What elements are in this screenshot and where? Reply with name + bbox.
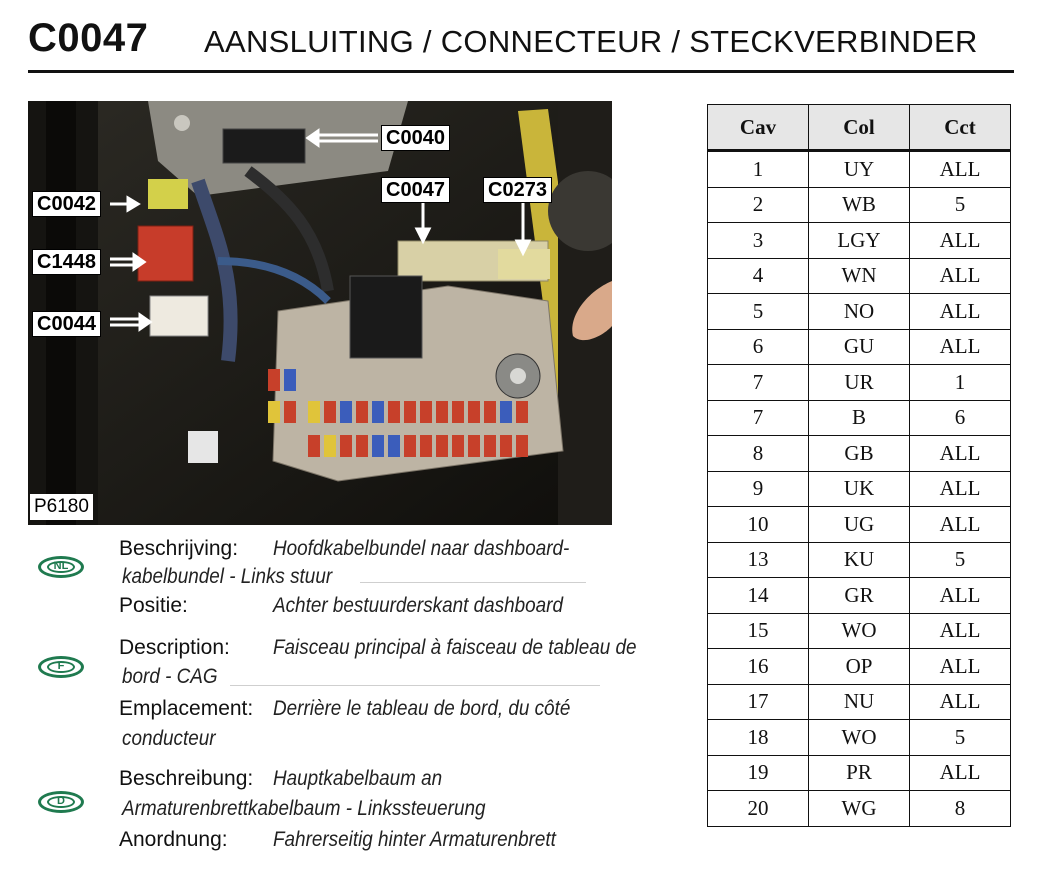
cell-col: GU xyxy=(809,329,910,365)
f-location-value-cont: conducteur xyxy=(122,727,216,750)
cell-col: WO xyxy=(809,613,910,649)
d-description-label: Beschreibung: xyxy=(119,767,254,790)
cell-cct: 6 xyxy=(910,400,1011,436)
table-row xyxy=(708,365,1011,401)
cell-cav: 20 xyxy=(708,791,809,827)
cell-cct: ALL xyxy=(910,223,1011,259)
table-row xyxy=(708,436,1011,472)
cell-cct: 1 xyxy=(910,365,1011,401)
cell-col: OP xyxy=(809,649,910,685)
nl-position-label: Positie: xyxy=(119,594,188,617)
table-row xyxy=(708,613,1011,649)
cell-cct: 5 xyxy=(910,542,1011,578)
nl-position-value: Achter bestuurderskant dashboard xyxy=(273,594,563,617)
connector-code: C0047 xyxy=(28,16,149,60)
table-row xyxy=(708,542,1011,578)
cell-cav: 18 xyxy=(708,720,809,756)
callout-c0273: C0273 xyxy=(483,177,552,203)
cell-cav: 7 xyxy=(708,400,809,436)
cell-col: UG xyxy=(809,507,910,543)
nl-description-value: Hoofdkabelbundel naar dashboard- xyxy=(273,537,570,560)
cell-cav: 15 xyxy=(708,613,809,649)
callout-c0044: C0044 xyxy=(32,311,101,337)
table-row xyxy=(708,151,1011,188)
cell-cav: 9 xyxy=(708,471,809,507)
cell-col: NO xyxy=(809,294,910,330)
cell-cav: 10 xyxy=(708,507,809,543)
cell-cct: ALL xyxy=(910,471,1011,507)
pinout-table xyxy=(707,104,1011,827)
table-row xyxy=(708,471,1011,507)
cell-cct: 5 xyxy=(910,187,1011,223)
cell-cav: 2 xyxy=(708,187,809,223)
table-row xyxy=(708,791,1011,827)
d-flag-icon: D xyxy=(38,791,84,813)
cell-cct: ALL xyxy=(910,329,1011,365)
d-location-value: Fahrerseitig hinter Armaturenbrett xyxy=(273,828,556,851)
f-description-value-cont: bord - CAG xyxy=(122,665,218,688)
table-row xyxy=(708,400,1011,436)
f-divider xyxy=(230,685,600,686)
cell-cav: 5 xyxy=(708,294,809,330)
column-header-col: Col xyxy=(809,105,910,151)
cell-cav: 17 xyxy=(708,684,809,720)
table-row xyxy=(708,329,1011,365)
nl-divider xyxy=(360,582,586,583)
table-row xyxy=(708,258,1011,294)
cell-cav: 8 xyxy=(708,436,809,472)
cell-col: GB xyxy=(809,436,910,472)
cell-col: WB xyxy=(809,187,910,223)
cell-col: PR xyxy=(809,755,910,791)
cell-cav: 4 xyxy=(708,258,809,294)
callout-c0042: C0042 xyxy=(32,191,101,217)
cell-col: UK xyxy=(809,471,910,507)
cell-col: B xyxy=(809,400,910,436)
connector-location-photo xyxy=(28,101,612,525)
cell-col: NU xyxy=(809,684,910,720)
cell-col: UY xyxy=(809,151,910,188)
nl-description-label: Beschrijving: xyxy=(119,537,239,560)
cell-col: LGY xyxy=(809,223,910,259)
cell-cct: ALL xyxy=(910,258,1011,294)
cell-cct: ALL xyxy=(910,755,1011,791)
cell-cct: ALL xyxy=(910,649,1011,685)
cell-cct: ALL xyxy=(910,436,1011,472)
f-location-value: Derrière le tableau de bord, du côté xyxy=(273,697,571,720)
f-location-label: Emplacement: xyxy=(119,697,254,720)
cell-cct: ALL xyxy=(910,684,1011,720)
table-body xyxy=(708,151,1011,827)
cell-cav: 6 xyxy=(708,329,809,365)
table-row xyxy=(708,187,1011,223)
nl-flag-icon: NL xyxy=(38,556,84,578)
table-row xyxy=(708,507,1011,543)
d-location-label: Anordnung: xyxy=(119,828,228,851)
callout-c0040: C0040 xyxy=(381,125,450,151)
cell-col: GR xyxy=(809,578,910,614)
cell-cct: ALL xyxy=(910,151,1011,188)
cell-cct: 5 xyxy=(910,720,1011,756)
cell-cct: ALL xyxy=(910,578,1011,614)
callout-c0047: C0047 xyxy=(381,177,450,203)
f-flag-icon: F xyxy=(38,656,84,678)
table-row xyxy=(708,223,1011,259)
cell-cav: 7 xyxy=(708,365,809,401)
f-description-label: Description: xyxy=(119,636,230,659)
page-title: AANSLUITING / CONNECTEUR / STECKVERBINDER xyxy=(204,24,978,59)
cell-col: UR xyxy=(809,365,910,401)
cell-cct: ALL xyxy=(910,507,1011,543)
table-row xyxy=(708,755,1011,791)
cell-col: WG xyxy=(809,791,910,827)
table-row xyxy=(708,294,1011,330)
d-description-value: Hauptkabelbaum an xyxy=(273,767,443,790)
cell-cct: 8 xyxy=(910,791,1011,827)
nl-description-value-cont: kabelbundel - Links stuur xyxy=(122,565,333,588)
d-description-value-cont: Armaturenbrettkabelbaum - Linkssteuerung xyxy=(122,797,486,820)
table-row xyxy=(708,720,1011,756)
photo-illustration xyxy=(28,101,612,525)
f-description-value: Faisceau principal à faisceau de tableau de xyxy=(273,636,637,659)
cell-cav: 16 xyxy=(708,649,809,685)
table-row xyxy=(708,578,1011,614)
cell-col: WN xyxy=(809,258,910,294)
cell-cav: 14 xyxy=(708,578,809,614)
cell-cav: 19 xyxy=(708,755,809,791)
callout-c1448: C1448 xyxy=(32,249,101,275)
cell-cct: ALL xyxy=(910,613,1011,649)
table-header-row xyxy=(708,105,1011,151)
column-header-cct: Cct xyxy=(910,105,1011,151)
cell-cav: 1 xyxy=(708,151,809,188)
table-row xyxy=(708,649,1011,685)
cell-cav: 3 xyxy=(708,223,809,259)
cell-col: KU xyxy=(809,542,910,578)
cell-col: WO xyxy=(809,720,910,756)
page-header xyxy=(28,14,1014,73)
cell-cct: ALL xyxy=(910,294,1011,330)
photo-id: P6180 xyxy=(30,494,93,520)
column-header-cav: Cav xyxy=(708,105,809,151)
cell-cav: 13 xyxy=(708,542,809,578)
table-row xyxy=(708,684,1011,720)
